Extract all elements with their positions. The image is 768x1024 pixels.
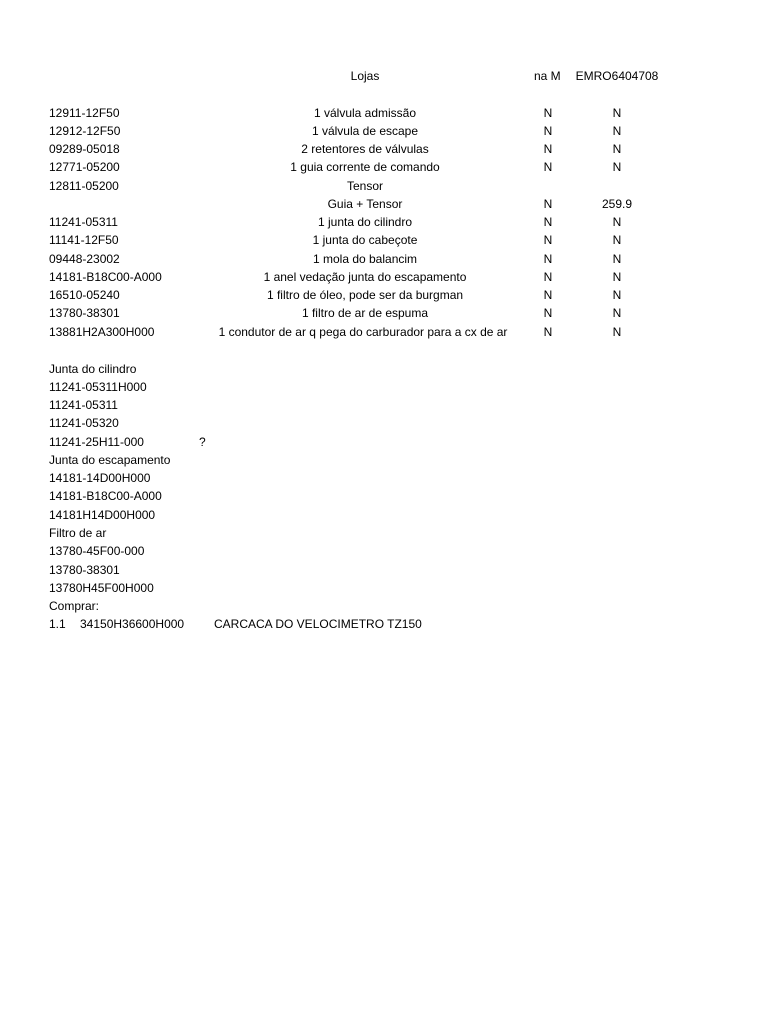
table-row (0, 250, 768, 268)
list-item (0, 487, 768, 505)
part-description: 1 guia corrente de comando (290, 160, 440, 174)
part-code: 09448-23002 (49, 252, 120, 266)
part-code: 11141-12F50 (49, 233, 119, 247)
table-row (0, 304, 768, 322)
part-description: 2 retentores de válvulas (301, 142, 429, 156)
table-row (0, 323, 768, 341)
table-row (0, 213, 768, 231)
note-text: 13780-38301 (49, 563, 120, 577)
table-row (0, 286, 768, 304)
status-na-m: N (543, 106, 553, 120)
note-text: 14181H14D00H000 (49, 508, 156, 522)
table-row (0, 195, 768, 213)
note-text: 13780H45F00H000 (49, 581, 154, 595)
list-item (0, 542, 768, 560)
purchase-number: 1.1 (49, 617, 66, 631)
part-description: 1 mola do balancim (312, 252, 418, 266)
table-row (0, 158, 768, 176)
status-na-m: N (543, 197, 553, 211)
table-row (0, 140, 768, 158)
list-item (0, 433, 768, 451)
status-emro: N (612, 233, 622, 247)
part-description: 1 filtro de óleo, pode ser da burgman (266, 288, 464, 302)
table-row (0, 177, 768, 195)
part-description: 1 válvula de escape (311, 124, 419, 138)
part-description: 1 junta do cilindro (317, 215, 413, 229)
note-text: 14181-B18C00-A000 (49, 489, 162, 503)
note-mark: ? (199, 435, 206, 449)
note-text: 11241-05311 (49, 398, 118, 412)
part-code: 13780-38301 (49, 306, 120, 320)
purchase-row (0, 615, 768, 633)
part-code: 12811-05200 (49, 179, 119, 193)
part-code: 13881H2A300H000 (49, 325, 155, 339)
list-item (0, 396, 768, 414)
part-code: 11241-05311 (49, 215, 118, 229)
status-na-m: N (543, 306, 553, 320)
list-item (0, 414, 768, 432)
status-emro: N (612, 160, 622, 174)
status-na-m: N (543, 215, 553, 229)
status-na-m: N (543, 252, 553, 266)
status-na-m: N (543, 233, 553, 247)
part-code: 12911-12F50 (49, 106, 120, 120)
status-emro: N (612, 288, 622, 302)
list-item (0, 378, 768, 396)
status-emro: N (612, 306, 622, 320)
list-item (0, 451, 768, 469)
note-text: Junta do escapamento (49, 453, 171, 467)
part-description: 1 válvula admissão (313, 106, 417, 120)
header-emro: EMRO6404708 (575, 69, 659, 83)
part-code: 16510-05240 (49, 288, 120, 302)
note-text: 11241-05311H000 (49, 380, 147, 394)
part-code: 12771-05200 (49, 160, 120, 174)
part-description: 1 condutor de ar q pega do carburador para a cx de ar (218, 325, 508, 339)
status-emro: N (612, 124, 622, 138)
list-item (0, 579, 768, 597)
status-na-m: N (543, 160, 553, 174)
table-row (0, 268, 768, 286)
status-na-m: N (543, 288, 553, 302)
status-na-m: N (543, 142, 553, 156)
part-description: 1 anel vedação junta do escapamento (263, 270, 467, 284)
part-code: 14181-B18C00-A000 (49, 270, 162, 284)
note-text: 13780-45F00-000 (49, 544, 145, 558)
list-item (0, 469, 768, 487)
status-emro: N (612, 106, 622, 120)
table-row (0, 122, 768, 140)
part-description: Tensor (346, 179, 384, 193)
part-code: 12912-12F50 (49, 124, 121, 138)
header-lojas: Lojas (350, 69, 380, 83)
list-item (0, 524, 768, 542)
table-row (0, 104, 768, 122)
note-text: Junta do cilindro (49, 362, 137, 376)
status-emro: N (612, 142, 622, 156)
purchase-description: CARCACA DO VELOCIMETRO TZ150 (214, 617, 422, 631)
list-item (0, 561, 768, 579)
list-item (0, 360, 768, 378)
header-row (0, 67, 768, 85)
status-emro: N (612, 215, 622, 229)
note-text: 14181-14D00H000 (49, 471, 151, 485)
part-code: 09289-05018 (49, 142, 120, 156)
status-na-m: N (543, 270, 553, 284)
status-emro: N (612, 252, 622, 266)
purchase-code: 34150H36600H000 (80, 617, 185, 631)
list-item (0, 506, 768, 524)
table-row (0, 231, 768, 249)
note-text: Comprar: (49, 599, 100, 613)
status-emro: N (612, 270, 622, 284)
status-na-m: N (543, 325, 553, 339)
note-text: 11241-25H11-000 (49, 435, 144, 449)
header-na-m: na M (534, 69, 561, 83)
status-emro: N (612, 325, 622, 339)
part-description: 1 filtro de ar de espuma (301, 306, 429, 320)
note-text: Filtro de ar (49, 526, 107, 540)
part-description: Guia + Tensor (327, 197, 403, 211)
note-text: 11241-05320 (49, 416, 119, 430)
list-item (0, 597, 768, 615)
status-emro: 259.9 (601, 197, 633, 211)
status-na-m: N (543, 124, 553, 138)
part-description: 1 junta do cabeçote (312, 233, 418, 247)
